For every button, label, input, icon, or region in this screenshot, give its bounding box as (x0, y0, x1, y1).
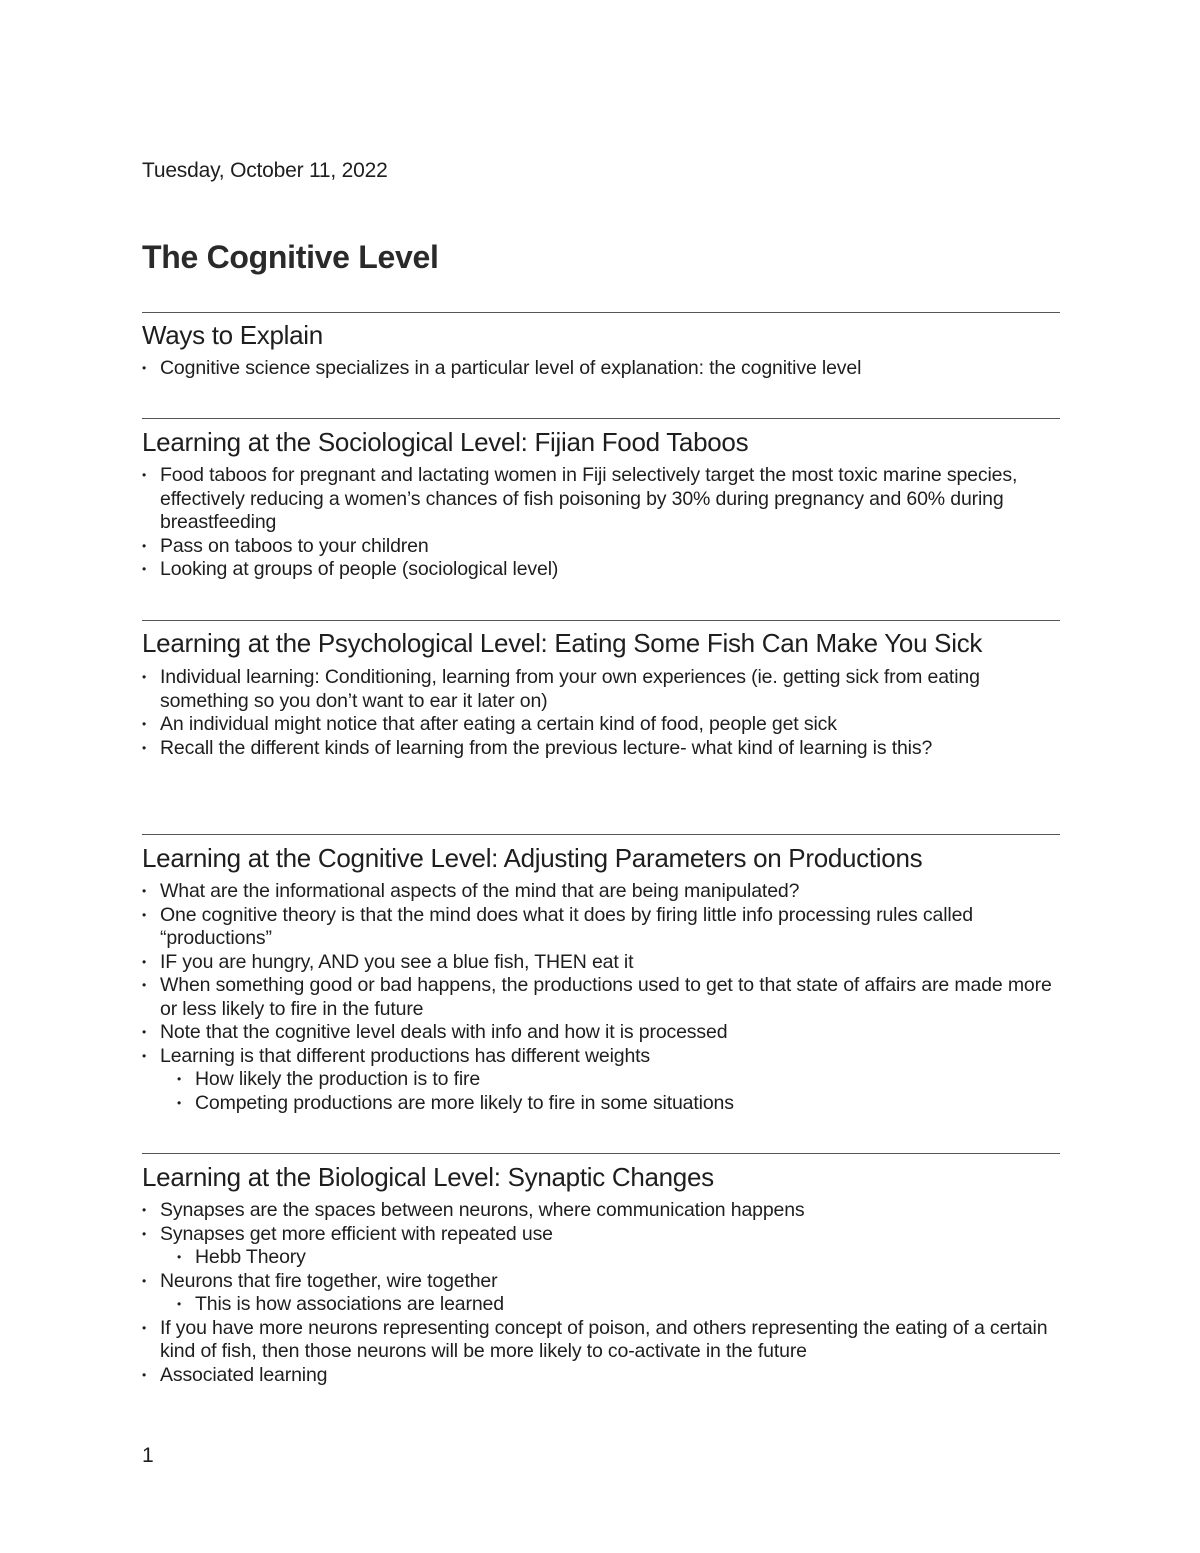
page-number: 1 (142, 1444, 154, 1467)
section-ways-to-explain (142, 312, 1060, 381)
section-psychological-level (142, 620, 1060, 760)
section-heading: Learning at the Psychological Level: Eating Some Fish Can Make You Sick (142, 628, 983, 658)
list-item: • One cognitive theory is that the mind does what it does by firing little info processing rules called “productions” (142, 904, 1060, 951)
list-item: • Note that the cognitive level deals with info and how it is processed (142, 1021, 1060, 1045)
list-item: • Synapses get more efficient with repeated use (142, 1223, 1060, 1247)
list-item: • An individual might notice that after eating a certain kind of food, people get sick (142, 713, 1060, 737)
list-item: • Competing productions are more likely to fire in some situations (142, 1092, 1060, 1116)
date-line: Tuesday, October 11, 2022 (142, 159, 388, 182)
page-title: The Cognitive Level (142, 239, 439, 275)
list-item: • Recall the different kinds of learning from the previous lecture- what kind of learning is this? (142, 737, 1060, 761)
list-item: • Synapses are the spaces between neurons, where communication happens (142, 1199, 1060, 1223)
list-item: • Individual learning: Conditioning, learning from your own experiences (ie. getting sick from eating something so you don’t want to ear it later on) (142, 666, 1060, 713)
list-item: • This is how associations are learned (142, 1293, 1060, 1317)
list-item: • Cognitive science specializes in a particular level of explanation: the cognitive level (142, 357, 1060, 381)
bullet-list (142, 1199, 1060, 1387)
list-item: • When something good or bad happens, the productions used to get to that state of affairs are made more or less likely to fire in the future (142, 974, 1060, 1021)
list-item: • Neurons that fire together, wire together (142, 1270, 1060, 1294)
list-item: • Food taboos for pregnant and lactating women in Fiji selectively target the most toxic marine species, effectively reducing a women’s chances of fish poisoning by 30% during pregnancy and 60% during breastfeeding (142, 464, 1060, 535)
bullet-list (142, 880, 1060, 1115)
section-biological-level (142, 1153, 1060, 1387)
section-heading: Learning at the Cognitive Level: Adjusting Parameters on Productions (142, 843, 923, 873)
list-item: • If you have more neurons representing concept of poison, and others representing the eating of a certain kind of fish, then those neurons will be more likely to co-activate in the future (142, 1317, 1060, 1364)
list-item: • Looking at groups of people (sociological level) (142, 558, 1060, 582)
section-sociological-level (142, 418, 1060, 582)
section-cognitive-level (142, 834, 1060, 1115)
list-item: • Associated learning (142, 1364, 1060, 1388)
bullet-list (142, 464, 1060, 582)
list-item: • Pass on taboos to your children (142, 535, 1060, 559)
list-item: • IF you are hungry, AND you see a blue fish, THEN eat it (142, 951, 1060, 975)
list-item: • How likely the production is to fire (142, 1068, 1060, 1092)
section-heading: Learning at the Sociological Level: Fijian Food Taboos (142, 427, 749, 457)
section-heading: Ways to Explain (142, 320, 323, 350)
section-heading: Learning at the Biological Level: Synaptic Changes (142, 1162, 714, 1192)
bullet-list (142, 666, 1060, 760)
list-item: • Learning is that different productions has different weights (142, 1045, 1060, 1069)
list-item: • What are the informational aspects of the mind that are being manipulated? (142, 880, 1060, 904)
list-item: • Hebb Theory (142, 1246, 1060, 1270)
bullet-list (142, 357, 1060, 381)
